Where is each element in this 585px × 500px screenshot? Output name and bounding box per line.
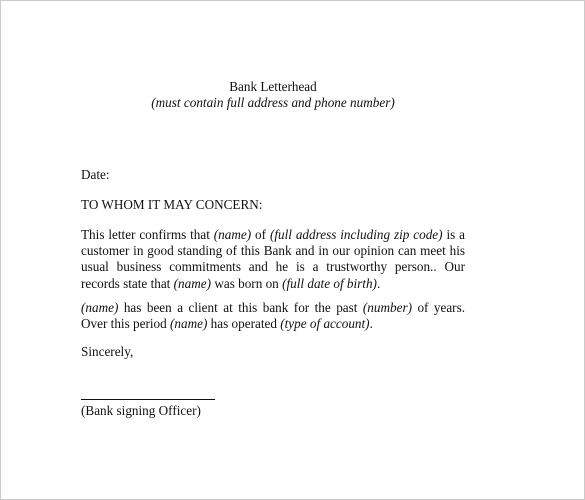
address-placeholder: (full address including zip code) (269, 227, 443, 242)
account-type-placeholder: (type of account) (280, 316, 370, 332)
para1-text-2: of (251, 227, 270, 242)
para1-text-4: was born on (211, 275, 283, 291)
signature-line (81, 399, 215, 400)
letterhead-title: Bank Letterhead (229, 79, 317, 94)
para1-text-1: This letter confirms that (81, 227, 214, 242)
number-placeholder: (number) (362, 300, 412, 315)
signing-officer: (Bank signing Officer) (81, 403, 201, 418)
closing: Sincerely, (81, 344, 134, 359)
para2-text-4: . (369, 316, 373, 332)
name-placeholder: (name) (213, 227, 252, 242)
dob-placeholder: (full date of birth) (282, 275, 377, 291)
para2-text-3: has operated (207, 316, 281, 332)
date-label: Date: (81, 167, 110, 182)
name-placeholder: (name) (173, 275, 212, 291)
paragraph-client-history (81, 300, 465, 332)
name-placeholder: (name) (170, 316, 208, 332)
para2-text-2: of years. Over this period (81, 300, 465, 332)
para1-text-3: is a customer in good standing of this Bank and in our opinion can meet his usual business commitments and he is a trustworthy person.. Our records state that (81, 227, 465, 291)
letterhead-subtitle: (must contain full address and phone number) (151, 95, 395, 110)
name-placeholder: (name) (81, 300, 119, 315)
para2-text-1: has been a client at this bank for the past (118, 300, 363, 315)
salutation: TO WHOM IT MAY CONCERN: (81, 197, 263, 212)
para1-text-5: . (376, 275, 381, 291)
paragraph-confirmation (81, 227, 465, 292)
letterhead (81, 79, 465, 111)
